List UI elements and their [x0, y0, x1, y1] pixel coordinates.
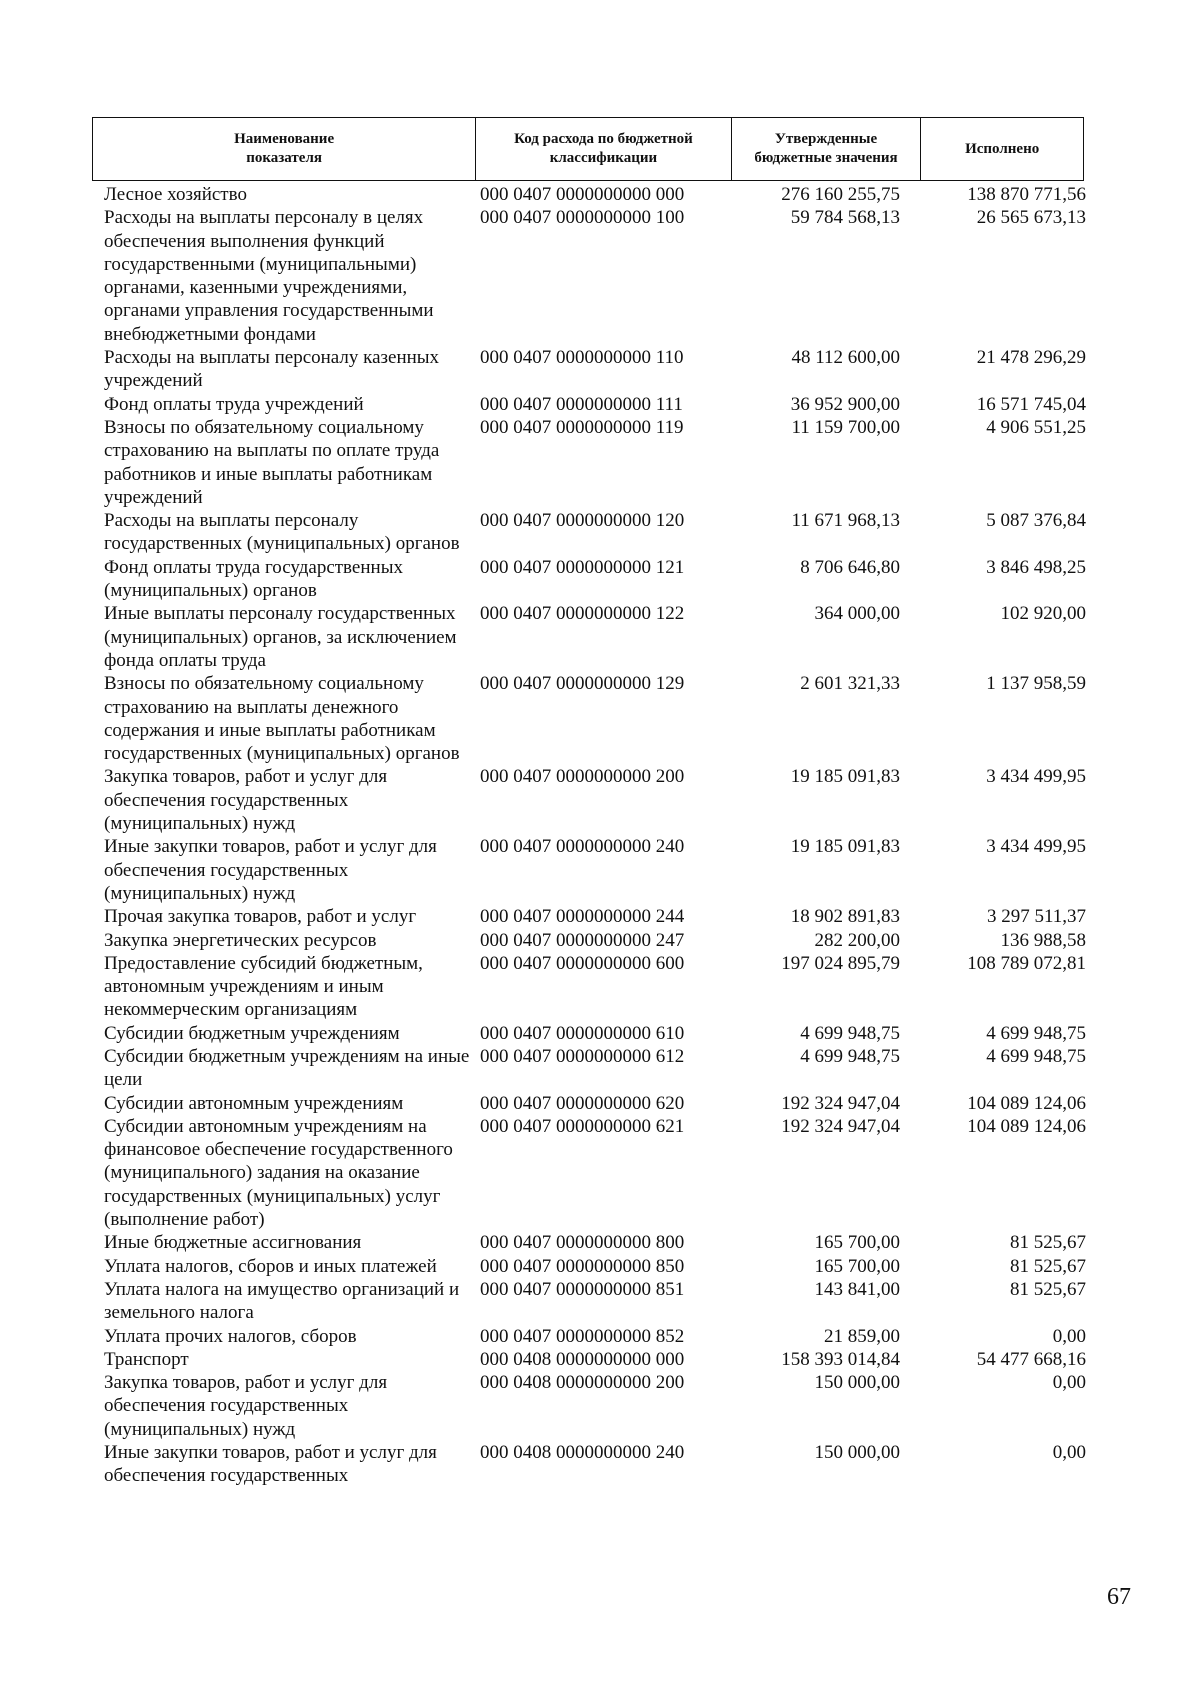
row-approved-value: 11 159 700,00 [791, 416, 900, 438]
row-approved-value: 21 859,00 [824, 1325, 900, 1347]
table-row [104, 1115, 1124, 1231]
row-budget-code: 000 0407 0000000000 851 [480, 1278, 685, 1300]
row-budget-code: 000 0407 0000000000 111 [480, 393, 683, 415]
row-budget-code: 000 0407 0000000000 247 [480, 929, 685, 951]
table-row [104, 183, 1124, 206]
page-number: 67 [1107, 1584, 1131, 1610]
row-budget-code: 000 0407 0000000000 620 [480, 1092, 685, 1114]
row-executed-value: 1 137 958,59 [986, 673, 1086, 695]
row-budget-code: 000 0407 0000000000 120 [480, 510, 685, 532]
row-approved-value: 165 700,00 [814, 1255, 900, 1277]
table-row [104, 929, 1124, 952]
table-row [104, 1092, 1124, 1115]
row-approved-value: 150 000,00 [814, 1442, 900, 1464]
row-name: Предоставление субсидий бюджетным, автономным учреждениям и иным некоммерческим организациям [104, 952, 423, 1021]
row-budget-code: 000 0407 0000000000 800 [480, 1232, 685, 1254]
row-name: Взносы по обязательному социальному страхованию на выплаты по оплате труда работников и иные выплаты работникам учреждений [104, 416, 440, 508]
row-approved-value: 282 200,00 [814, 929, 900, 951]
table-row [104, 602, 1124, 672]
row-budget-code: 000 0407 0000000000 850 [480, 1255, 685, 1277]
row-executed-value: 0,00 [1052, 1372, 1086, 1394]
row-approved-value: 2 601 321,33 [800, 673, 900, 695]
row-executed-value: 5 087 376,84 [986, 510, 1086, 532]
row-executed-value: 26 565 673,13 [976, 207, 1086, 229]
row-name: Субсидии автономным учреждениям на финансовое обеспечение государственного (муниципального) задания на оказание государственных (муниципальных) услуг (выполнение работ) [104, 1115, 453, 1231]
row-executed-value: 0,00 [1052, 1442, 1086, 1464]
table-row [104, 1255, 1124, 1278]
row-executed-value: 4 699 948,75 [986, 1045, 1086, 1067]
row-name: Иные закупки товаров, работ и услуг для обеспечения государственных (муниципальных) нужд [104, 836, 437, 904]
table-row [104, 1348, 1124, 1371]
row-executed-value: 21 478 296,29 [976, 347, 1086, 369]
row-approved-value: 48 112 600,00 [791, 347, 900, 369]
row-approved-value: 19 185 091,83 [790, 836, 900, 858]
row-name: Субсидии бюджетным учреждениям [104, 1022, 400, 1044]
header-executed: Исполнено [965, 140, 1040, 157]
row-budget-code: 000 0407 0000000000 621 [480, 1115, 685, 1137]
row-budget-code: 000 0407 0000000000 610 [480, 1022, 685, 1044]
table-row [104, 1441, 1124, 1488]
row-executed-value: 81 525,67 [1010, 1232, 1086, 1254]
row-executed-value: 3 846 498,25 [986, 556, 1086, 578]
row-executed-value: 104 089 124,06 [967, 1115, 1086, 1137]
row-name: Иные закупки товаров, работ и услуг для обеспечения государственных [104, 1442, 437, 1487]
table-row [104, 835, 1124, 905]
row-name: Субсидии автономным учреждениям [104, 1092, 404, 1114]
row-executed-value: 104 089 124,06 [967, 1092, 1086, 1114]
row-approved-value: 18 902 891,83 [790, 906, 900, 928]
row-name: Закупка энергетических ресурсов [104, 929, 377, 951]
row-approved-value: 158 393 014,84 [781, 1348, 900, 1370]
table-row [104, 765, 1124, 835]
row-approved-value: 165 700,00 [814, 1232, 900, 1254]
row-budget-code: 000 0407 0000000000 240 [480, 836, 685, 858]
row-name: Лесное хозяйство [104, 184, 247, 205]
row-budget-code: 000 0407 0000000000 000 [480, 184, 685, 205]
row-executed-value: 108 789 072,81 [967, 952, 1086, 974]
table-header [92, 117, 1084, 181]
row-executed-value: 54 477 668,16 [976, 1348, 1086, 1370]
row-approved-value: 197 024 895,79 [781, 952, 900, 974]
row-budget-code: 000 0407 0000000000 244 [480, 906, 685, 928]
row-approved-value: 276 160 255,75 [781, 184, 900, 205]
row-approved-value: 4 699 948,75 [800, 1022, 900, 1044]
row-name: Уплата налога на имущество организаций и земельного налога [104, 1278, 460, 1324]
row-executed-value: 136 988,58 [1000, 929, 1086, 951]
table-row [104, 1325, 1124, 1348]
row-budget-code: 000 0407 0000000000 600 [480, 952, 685, 974]
row-budget-code: 000 0407 0000000000 612 [480, 1045, 685, 1067]
table-row [104, 206, 1124, 346]
row-budget-code: 000 0408 0000000000 200 [480, 1372, 685, 1394]
row-budget-code: 000 0408 0000000000 000 [480, 1348, 685, 1370]
table-row [104, 346, 1124, 393]
row-approved-value: 4 699 948,75 [800, 1045, 900, 1067]
row-name: Иные бюджетные ассигнования [104, 1232, 362, 1254]
header-budget-code: Код расхода по бюджетной классификации [476, 118, 731, 180]
row-approved-value: 11 671 968,13 [791, 510, 900, 532]
row-name: Фонд оплаты труда учреждений [104, 393, 364, 415]
row-budget-code: 000 0407 0000000000 110 [480, 347, 684, 369]
row-approved-value: 59 784 568,13 [790, 207, 900, 229]
table-row [104, 952, 1124, 1022]
row-executed-value: 3 434 499,95 [986, 766, 1086, 788]
row-executed-value: 3 434 499,95 [986, 836, 1086, 858]
row-approved-value: 192 324 947,04 [781, 1092, 900, 1114]
table-row [104, 509, 1124, 556]
row-name: Расходы на выплаты персоналу государственных (муниципальных) органов [104, 510, 460, 555]
row-executed-value: 138 870 771,56 [967, 184, 1086, 205]
header-indicator-name: Наименование показателя [93, 118, 476, 180]
row-executed-value: 16 571 745,04 [976, 393, 1086, 415]
row-name: Транспорт [104, 1348, 189, 1370]
table-row [104, 1278, 1124, 1325]
row-executed-value: 81 525,67 [1010, 1255, 1086, 1277]
table-row [104, 393, 1124, 416]
row-approved-value: 36 952 900,00 [790, 393, 900, 415]
row-executed-value: 0,00 [1052, 1325, 1086, 1347]
row-approved-value: 143 841,00 [814, 1278, 900, 1300]
row-executed-value: 102 920,00 [1000, 603, 1086, 625]
row-budget-code: 000 0407 0000000000 100 [480, 207, 685, 229]
row-name: Взносы по обязательному социальному страхованию на выплаты денежного содержания и иные выплаты работникам государственных (муниципальных) органов [104, 673, 460, 765]
table-row [104, 672, 1124, 765]
row-name: Иные выплаты персоналу государственных (муниципальных) органов, за исключением фонда оплаты труда [104, 603, 457, 671]
table-row [104, 416, 1124, 509]
row-approved-value: 8 706 646,80 [800, 556, 900, 578]
row-name: Закупка товаров, работ и услуг для обеспечения государственных (муниципальных) нужд [104, 1372, 388, 1440]
row-name: Расходы на выплаты персоналу в целях обеспечения выполнения функций государственными (муниципальными) органами, казенными учреждениями, органами управления государственными внебюджетными фондами [104, 207, 434, 345]
row-budget-code: 000 0408 0000000000 240 [480, 1442, 685, 1464]
row-name: Прочая закупка товаров, работ и услуг [104, 906, 417, 928]
row-name: Субсидии бюджетным учреждениям на иные цели [104, 1045, 470, 1091]
row-budget-code: 000 0407 0000000000 119 [480, 416, 684, 438]
header-approved-values: Утвержденные бюджетные значения [732, 118, 922, 180]
row-executed-value: 81 525,67 [1010, 1278, 1086, 1300]
row-executed-value: 4 906 551,25 [986, 416, 1086, 438]
row-name: Уплата налогов, сборов и иных платежей [104, 1255, 437, 1277]
table-body [104, 183, 1124, 1488]
row-approved-value: 150 000,00 [814, 1372, 900, 1394]
row-budget-code: 000 0407 0000000000 122 [480, 603, 685, 625]
row-name: Уплата прочих налогов, сборов [104, 1325, 357, 1347]
row-approved-value: 19 185 091,83 [790, 766, 900, 788]
row-name: Закупка товаров, работ и услуг для обеспечения государственных (муниципальных) нужд [104, 766, 388, 835]
table-row [104, 1022, 1124, 1045]
row-executed-value: 4 699 948,75 [986, 1022, 1086, 1044]
row-budget-code: 000 0407 0000000000 200 [480, 766, 685, 788]
row-budget-code: 000 0407 0000000000 129 [480, 673, 685, 695]
row-approved-value: 364 000,00 [814, 603, 900, 625]
table-row [104, 1231, 1124, 1254]
row-name: Фонд оплаты труда государственных (муниципальных) органов [104, 556, 403, 602]
table-row [104, 905, 1124, 928]
row-name: Расходы на выплаты персоналу казенных учреждений [104, 347, 440, 392]
table-row [104, 1045, 1124, 1092]
row-budget-code: 000 0407 0000000000 121 [480, 556, 685, 578]
row-budget-code: 000 0407 0000000000 852 [480, 1325, 685, 1347]
table-row [104, 556, 1124, 603]
row-executed-value: 3 297 511,37 [986, 906, 1086, 928]
table-row [104, 1371, 1124, 1441]
row-approved-value: 192 324 947,04 [781, 1115, 900, 1137]
